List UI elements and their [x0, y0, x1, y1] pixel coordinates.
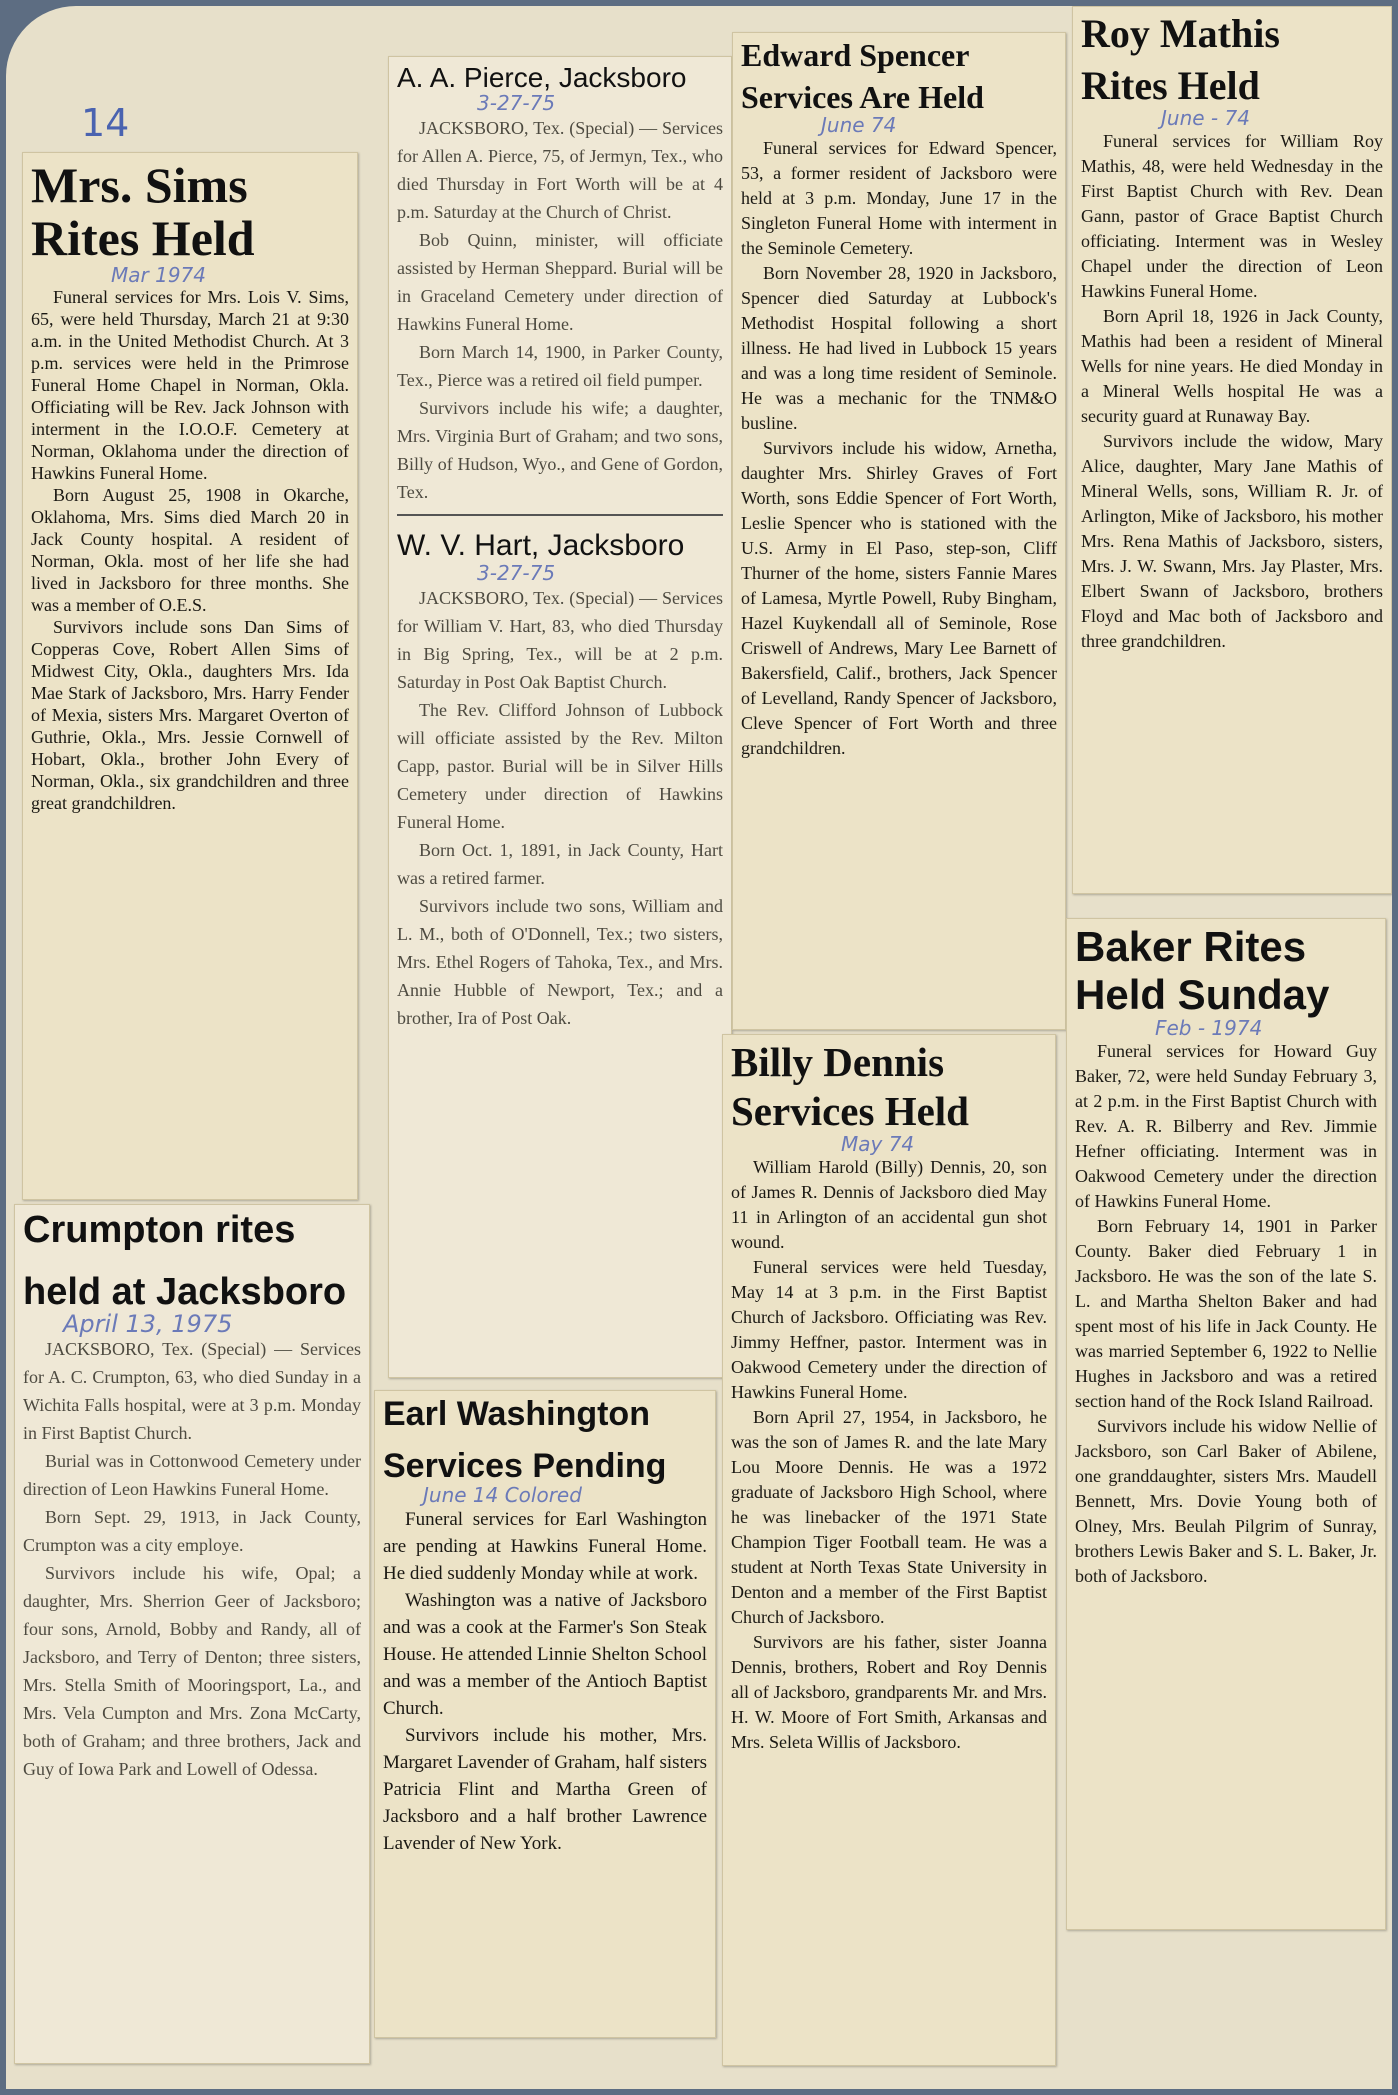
paragraph: Funeral services were held Tuesday, May 14 at 3 p.m. in the First Baptist Church of Jacksboro. Officiating was Rev. Jimmy Heffner, pastor. Interment was in Oakwood Cemetery under the direction of Hawkins Funeral Home. — [731, 1257, 1047, 1403]
headline-line: Crumpton rites — [23, 1209, 296, 1251]
scrapbook-page — [6, 6, 1392, 2089]
article-body — [23, 1335, 361, 1783]
paragraph: Born April 27, 1954, in Jacksboro, he was the son of James R. and the late Mary Lou Moore Dennis. He was a 1972 graduate of Jacksboro High School, where he was linebacker of the 1971 State Champion Tiger Football team. He was a student at North Texas State University in Denton and a member of the First Baptist Church of Jacksboro. — [731, 1407, 1047, 1628]
paragraph: Born November 28, 1920 in Jacksboro, Spencer died Saturday at Lubbock's Methodist Hospital following a short illness. He had lived in Lubbock 15 years and was a long time resident of Seminole. He was a mechanic for the TNM&O busline. — [741, 263, 1057, 434]
headline: W. V. Hart, Jacksboro — [397, 529, 685, 563]
paragraph: JACKSBORO, Tex. (Special) — Services for William V. Hart, 83, who died Thursday in Big Spring, Tex., will be at 2 p.m. Saturday in Post Oak Baptist Church. — [397, 587, 723, 692]
headline-line: Baker Rites — [1075, 923, 1307, 970]
paragraph: Funeral services for Earl Washington are pending at Hawkins Funeral Home. He died suddenly Monday while at work. — [383, 1509, 707, 1585]
paragraph: Born April 18, 1926 in Jack County, Mathis had been a resident of Mineral Wells for nine years. He died Monday in a Mineral Wells hospital He was a security guard at Runaway Bay. — [1081, 306, 1383, 426]
handwritten-date: 3-27-75 — [477, 560, 556, 585]
paragraph: William Harold (Billy) Dennis, 20, son of James R. Dennis of Jacksboro died May 11 in Arlington of an accidental gun shot wound. — [731, 1157, 1047, 1253]
headline-line: Rites Held — [31, 209, 255, 266]
paragraph: Funeral services for Mrs. Lois V. Sims, 65, were held Thursday, March 21 at 9:30 a.m. in the United Methodist Church. At 3 p.m. services were held in the Primrose Funeral Home Chapel in Norman, Okla. Officiating will be Rev. Jack Johnson with interment in the I.O.O.F. Cemetery at Norman, Oklahoma under the direction of Hawkins Funeral Home. — [31, 287, 349, 483]
page-number: 14 — [81, 101, 130, 145]
article-body — [1075, 1039, 1377, 1589]
article-body — [731, 1155, 1047, 1755]
clipping-baker — [1066, 918, 1386, 1930]
headline — [1081, 13, 1383, 107]
handwritten-date: Mar 1974 — [111, 263, 206, 287]
headline-line: Services Pending — [383, 1446, 667, 1485]
headline — [741, 39, 1057, 114]
headline-line: held at Jacksboro — [23, 1270, 347, 1313]
clipping-washington — [374, 1390, 716, 2038]
handwritten-date: June 74 — [821, 113, 897, 138]
article-body — [397, 584, 723, 1032]
paragraph: Survivors are his father, sister Joanna Dennis, brothers, Robert and Roy Dennis all of Jacksboro, grandparents Mr. and Mrs. H. W. Moore of Fort Smith, Arkansas and Mrs. Seleta Willis of Jacksboro. — [731, 1632, 1047, 1753]
paragraph: Born Oct. 1, 1891, in Jack County, Hart was a retired farmer. — [397, 839, 723, 888]
paragraph: Funeral services for Howard Guy Baker, 72, were held Sunday February 3, at 2 p.m. in the First Baptist Church with Rev. A. R. Bilberry and Rev. Jimmie Hefner officiating. Interment was in Oakwood Cemetery under the direction of Hawkins Funeral Home. — [1075, 1041, 1377, 1212]
paragraph: Born March 14, 1900, in Parker County, Tex., Pierce was a retired oil field pumper. — [397, 342, 723, 391]
paragraph: Born February 14, 1901 in Parker County. Baker died February 1 in Jacksboro. He was the son of the late S. L. and Martha Shelton Baker and had spent most of his life in Jack County. He was married September 6, 1922 to Nellie Hughes in Jacksboro and was a retired section hand of the Rock Island Railroad. — [1075, 1216, 1377, 1412]
headline-line: Services Held — [731, 1088, 969, 1135]
divider — [397, 514, 723, 516]
headline-line: Held Sunday — [1075, 971, 1330, 1019]
headline — [1075, 925, 1377, 1017]
clipping-crumpton — [14, 1204, 370, 2064]
paragraph: Funeral services for Edward Spencer, 53, a former resident of Jacksboro were held at 3 p.m. Monday, June 17 in the Singleton Funeral Home with interment in the Seminole Cemetery. — [741, 138, 1057, 259]
clipping-mathis — [1072, 6, 1392, 894]
paragraph: Survivors include his widow, Arnetha, daughter Mrs. Shirley Graves of Fort Worth, sons Eddie Spencer of Fort Worth, Leslie Spencer who is stationed with the U.S. Army in El Paso, step-son, Cliff Thurner of the home, sisters Fannie Mares of Lamesa, Myrtle Powell, Ruby Bingham, Hazel Kuykendall all of Seminole, Rose Criswell of Andrews, Mary Lee Barnett of Bakersfield, Calif., brothers, Jack Spencer of Levelland, Randy Spencer of Jacksboro, Cleve Spencer of Fort Worth and three grandchildren. — [741, 438, 1057, 759]
paragraph: Survivors include two sons, William and L. M., both of O'Donnell, Tex.; two sisters, Mrs. Ethel Rogers of Tahoka, Tex., and Mrs. Annie Hubble of Newport, Tex.; and a brother, Ira of Post Oak. — [397, 895, 723, 1028]
headline — [23, 1211, 361, 1313]
paragraph: JACKSBORO, Tex. (Special) — Services for Allen A. Pierce, 75, of Jermyn, Tex., who died Thursday in Fort Worth will be at 4 p.m. Saturday at the Church of Christ. — [397, 118, 723, 223]
headline-line: Rites Held — [1081, 63, 1260, 108]
paragraph: Born August 25, 1908 in Okarche, Oklahoma, Mrs. Sims died March 20 in Jack County hospital. A resident of Norman, Okla. most of her life she had lived in Jacksboro for three months. She was a member of O.E.S. — [31, 485, 349, 615]
headline-line: Services Are Held — [741, 78, 984, 115]
paragraph: Washington was a native of Jacksboro and was a cook at the Farmer's Son Steak House. He attended Linnie Shelton School and was a member of the Antioch Baptist Church. — [383, 1590, 707, 1720]
clipping-pierce-hart — [388, 56, 732, 1378]
headline: A. A. Pierce, Jacksboro — [397, 62, 687, 93]
handwritten-date: May 74 — [841, 1132, 915, 1157]
paragraph: Survivors include his widow Nellie of Jacksboro, son Carl Baker of Abilene, one granddaughter, sisters Mrs. Maudell Bennett, Mrs. Dovie Young both of Olney, Mrs. Beulah Pilgrim of Sunray, brothers Lewis Baker and S. L. Baker, Jr. both of Jacksboro. — [1075, 1416, 1377, 1587]
headline-line: Edward Spencer — [741, 37, 970, 73]
headline-line: Mrs. Sims — [31, 157, 248, 213]
handwritten-date: June - 74 — [1161, 106, 1250, 130]
clipping-sims — [22, 152, 358, 1200]
handwritten-date: Feb - 1974 — [1155, 1016, 1263, 1041]
article-body — [397, 114, 723, 506]
paragraph: Burial was in Cottonwood Cemetery under direction of Leon Hawkins Funeral Home. — [23, 1450, 361, 1499]
article-body — [741, 136, 1057, 761]
article-body — [31, 286, 349, 814]
clipping-dennis — [722, 1034, 1056, 2066]
paragraph: The Rev. Clifford Johnson of Lubbock will officiate assisted by the Rev. Milton Capp, pastor. Burial will be in Silver Hills Cemetery under direction of Hawkins Funeral Home. — [397, 699, 723, 832]
paragraph: Survivors include sons Dan Sims of Copperas Cove, Robert Allen Sims of Midwest City, Okla., daughters Mrs. Ida Mae Stark of Jacksboro, Mrs. Harry Fender of Mexia, sisters Mrs. Margaret Overton of Guthrie, Okla., Mrs. Jessie Cornwell of Hobart, Okla., brother John Every of Norman, Okla., six grandchildren and three great grandchildren. — [31, 617, 349, 813]
paragraph: Funeral services for William Roy Mathis, 48, were held Wednesday in the First Baptist Church with Rev. Dean Gann, pastor of Grace Baptist Church officiating. Interment was in Wesley Chapel under the direction of Leon Hawkins Funeral Home. — [1081, 131, 1383, 301]
handwritten-date: 3-27-75 — [477, 91, 556, 116]
paragraph: Bob Quinn, minister, will officiate assisted by Herman Sheppard. Burial will be in Graceland Cemetery under direction of Hawkins Funeral Home. — [397, 230, 723, 335]
headline — [31, 159, 349, 264]
paragraph: Survivors include his wife, Opal; a daughter, Mrs. Sherrion Geer of Jacksboro; four sons, Arnold, Bobby and Randy, all of Jacksboro, and Terry of Denton; three sisters, Mrs. Stella Smith of Mooringsport, La., and Mrs. Vela Cumpton and Mrs. Zona McCarty, both of Graham; and three brothers, Jack and Guy of Iowa Park and Lowell of Odessa. — [23, 1562, 361, 1779]
handwritten-date: April 13, 1975 — [63, 1309, 233, 1338]
article-body — [1081, 129, 1383, 654]
paragraph: Survivors include his mother, Mrs. Margaret Lavender of Graham, half sisters Patricia Flint and Martha Green of Jacksboro and a half brother Lawrence Lavender of New York. — [383, 1725, 707, 1855]
paragraph: Survivors include his wife; a daughter, Mrs. Virginia Burt of Graham; and two sons, Billy of Hudson, Wyo., and Gene of Gordon, Tex. — [397, 398, 723, 503]
headline-line: Earl Washington — [383, 1395, 650, 1433]
headline-line: Billy Dennis — [731, 1039, 945, 1085]
headline-line: Roy Mathis — [1081, 11, 1280, 56]
handwritten-date: June 14 Colored — [423, 1483, 582, 1508]
headline — [383, 1397, 707, 1484]
clipping-spencer — [732, 32, 1066, 1030]
paragraph: Survivors include the widow, Mary Alice, daughter, Mary Jane Mathis of Mineral Wells, sons, William R. Jr. of Arlington, Mike of Jacksboro, his mother Mrs. Rena Mathis of Jacksboro, sisters, Mrs. J. W. Swann, Mrs. Jay Plaster, Mrs. Elbert Swann of Jacksboro, brothers Floyd and Mac both of Jacksboro and three grandchildren. — [1081, 431, 1383, 651]
article-body — [383, 1506, 707, 1857]
paragraph: JACKSBORO, Tex. (Special) — Services for A. C. Crumpton, 63, who died Sunday in a Wichita Falls hospital, were at 3 p.m. Monday in First Baptist Church. — [23, 1338, 361, 1443]
headline — [731, 1041, 1047, 1133]
paragraph: Born Sept. 29, 1913, in Jack County, Crumpton was a city employe. — [23, 1506, 361, 1555]
